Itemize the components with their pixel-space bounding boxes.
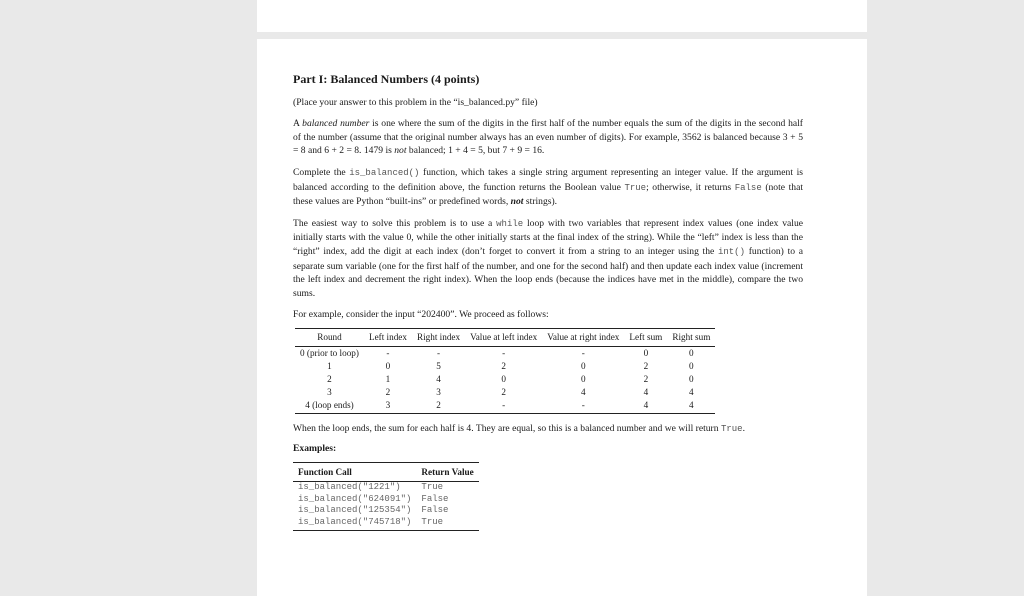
table-row: is_balanced("1221") True <box>298 482 444 493</box>
page-content <box>293 73 803 531</box>
table-row: 3 2 3 2 4 4 4 <box>327 387 694 398</box>
code-is-balanced: is_balanced() <box>349 167 420 178</box>
instructions-paragraph: (Place your answer to this problem in the “is_balanced.py” file) <box>293 96 538 108</box>
table-row: is_balanced("125354") False <box>298 505 449 516</box>
table-row: is_balanced("745718") True <box>298 516 444 527</box>
previous-page-fragment <box>257 0 867 32</box>
table-row: is_balanced("624091") False <box>298 493 449 504</box>
definition-paragraph: A balanced number is one where the sum of the digits in the first half of the number equals the sum of the digits in the second half of the number (assume that the original number always has an even number of digits). For example, 3562 is balanced because 3 + 5 = 8 and 6 + 2 = 8. 1479 is not balanced; 1 + 4 = 5, but 7 + 9 = 16. <box>293 118 803 157</box>
table-row: 0 (prior to loop) - - - - 0 0 <box>300 347 694 358</box>
hint-paragraph: The easiest way to solve this problem is to use a while loop with two variables that represent index values (one index value initially starts with the value 0, while the other initially starts at the final index of the string). While the “left” index is less than the “right” index, add the digit at each index (don’t forget to convert it from a string to an integer using the int() function) to a separate sum variable (one for the first half of the number, and one for the second half) and then update each index value (increment the left index and decrement the right index). When the loop ends (because the indices have met in the middle), compare the two sums. <box>293 217 803 299</box>
examples-header-row <box>293 462 479 482</box>
code-while: while <box>496 218 524 229</box>
rounds-header: Round <box>295 328 364 346</box>
examples-heading: Examples: <box>293 443 337 455</box>
rounds-header: Value at right index <box>542 328 624 346</box>
table-row: 1 0 5 2 0 2 0 <box>327 360 694 371</box>
conclusion-paragraph: When the loop ends, the sum for each half is 4. They are equal, so this is a balanced number and we will return True. <box>293 422 745 434</box>
code-true: True <box>720 423 743 434</box>
task-paragraph: Complete the is_balanced() function, which takes a single string argument representing an integer value. If the argument is balanced according to the definition above, the function returns the Boolean value True; otherwise, it returns False (note that these values are Python “built-ins” or predefined words, not strings). <box>293 166 803 208</box>
examples-header: Function Call <box>293 462 416 482</box>
rounds-header: Right index <box>412 328 465 346</box>
code-int: int() <box>717 246 745 257</box>
example-intro-paragraph: For example, consider the input “202400”. We proceed as follows: <box>293 309 549 321</box>
rounds-header: Left index <box>364 328 412 346</box>
table-row: 4 (loop ends) 3 2 - - 4 4 <box>305 400 694 411</box>
section-title: Part I: Balanced Numbers (4 points) <box>293 72 480 86</box>
examples-table <box>293 462 479 531</box>
rounds-header: Right sum <box>667 328 715 346</box>
term-balanced-number: balanced number <box>302 118 370 130</box>
rounds-table <box>295 328 715 414</box>
rounds-header: Left sum <box>624 328 667 346</box>
code-true: True <box>624 182 647 193</box>
code-false: False <box>734 182 762 193</box>
examples-header: Return Value <box>416 462 478 482</box>
document-page <box>257 39 867 596</box>
table-row: 2 1 4 0 0 2 0 <box>327 373 694 384</box>
rounds-header: Value at left index <box>465 328 542 346</box>
rounds-header-row <box>295 328 715 346</box>
